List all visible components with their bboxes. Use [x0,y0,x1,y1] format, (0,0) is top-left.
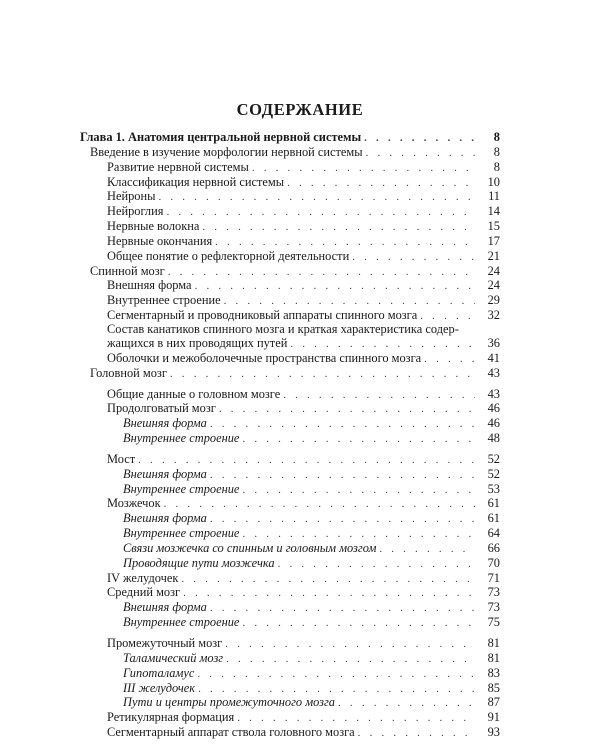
dot-leader [158,190,475,205]
toc-subsubsection[interactable] [80,431,500,446]
toc-entry-title: Внешняя форма [107,278,192,293]
toc-entry-title: Внешняя форма [123,466,207,481]
toc-subsection[interactable] [80,278,500,293]
dot-leader [181,572,475,587]
dot-leader [202,220,475,235]
toc-subsection[interactable] [80,496,500,511]
toc-subsection[interactable] [80,387,500,402]
toc-page-number: 81 [487,636,500,650]
toc-page-number: 52 [487,466,500,481]
toc-entry-title: Внешняя форма [123,511,207,526]
toc-page-number: 52 [487,451,500,466]
dot-leader [242,616,475,631]
toc-subsection[interactable] [80,710,500,725]
toc-entry-title: Нейроны [107,189,156,204]
toc-page-number: 10 [487,174,500,189]
toc-entry-title: Внутреннее строение [123,481,240,496]
toc-page-number: 48 [487,431,500,446]
toc-page-number: 83 [487,665,500,680]
dot-leader [197,667,475,682]
dot-leader [278,557,475,572]
toc-page-number: 8 [493,144,500,159]
toc-entry-title: Оболочки и межоболочечные пространства спинного мозга [107,350,422,365]
toc-page-number: 11 [488,189,500,204]
toc-entry-title: Классификация нервной системы [107,174,285,189]
dot-leader [210,512,475,527]
toc-entry-title: Нейроглия [107,204,164,219]
toc-subsubsection[interactable] [80,482,500,497]
toc-entry-title: Введение в изучение морфологии нервной системы [90,144,363,159]
dot-leader [210,601,475,616]
dot-leader [226,652,475,667]
toc-entry-title: III желудочек [123,680,196,695]
toc-page-number: 14 [487,204,500,219]
toc-subsection[interactable] [80,234,500,249]
dot-leader [198,682,475,697]
toc-entry-title: Внутреннее строение [107,293,221,308]
toc-subsection[interactable] [80,189,500,204]
toc-page-number: 61 [487,496,500,511]
toc-subsection[interactable] [80,585,500,600]
toc-subsection[interactable] [80,219,500,234]
toc-page-number: 46 [487,416,500,431]
dot-leader [183,586,475,601]
toc-entry-title: IV желудочек [107,570,179,585]
toc-subsection-continued[interactable] [80,336,500,351]
dot-leader [225,637,475,652]
toc-entry-title: Общее понятие о рефлекторной деятельности [107,248,350,263]
toc-page-number: 29 [487,293,500,308]
toc-subsubsection[interactable] [80,467,500,482]
toc-entry-title: Общие данные о головном мозге [107,386,281,401]
dot-leader [195,279,475,294]
toc-page-number: 8 [493,130,500,144]
toc-subsubsection[interactable] [80,556,500,571]
toc-entry-title: Гипоталамус [123,665,195,680]
dot-leader [168,265,475,280]
toc-section[interactable] [80,264,500,279]
dot-leader [210,417,475,432]
dot-leader [215,235,475,250]
toc-subsection[interactable] [80,725,500,740]
toc-entry-title: Проводящие пути мозжечка [123,555,275,570]
toc-page-number: 66 [487,540,500,555]
toc-entry-title: Мост [107,451,136,466]
dot-leader [166,205,475,220]
toc-page-number: 73 [487,600,500,615]
toc-entry-title: Мозжечок [107,496,161,511]
toc-entry-title: Нервные окончания [107,233,213,248]
dot-leader [287,176,475,191]
toc-subsubsection[interactable] [80,651,500,666]
toc-entry-title: Связи мозжечка со спинным и головным мозгом [123,540,377,555]
toc-page-number: 24 [487,263,500,278]
toc-page-number: 85 [487,680,500,695]
toc-entry-title: Внешняя форма [123,600,207,615]
toc-entry-title: Пути и центры промежуточного мозга [123,695,336,710]
dot-leader [338,696,475,711]
toc-subsubsection[interactable] [80,695,500,710]
toc-subsection[interactable] [80,351,500,366]
toc-page-number: 24 [487,278,500,293]
toc-entry-title: Внешняя форма [123,416,207,431]
toc-entry-title: жащихся в них проводящих путей [107,335,288,350]
dot-leader [210,468,475,483]
toc-subsubsection[interactable] [80,511,500,526]
toc-subsection[interactable] [80,204,500,219]
toc-subsection[interactable] [80,323,500,336]
toc-subsection[interactable] [80,452,500,467]
toc-entry-title: Средний мозг [107,585,181,600]
toc-subsubsection[interactable] [80,541,500,556]
toc-subsection[interactable] [80,249,500,264]
dot-leader [283,388,475,403]
dot-leader [352,250,475,265]
table-of-contents [80,130,500,740]
page-title: СОДЕРЖАНИЕ [236,100,364,119]
toc-page-number: 93 [487,725,500,740]
toc-section[interactable] [80,145,500,160]
toc-page-number: 15 [487,219,500,234]
toc-entry-title: Промежуточный мозг [107,636,223,650]
toc-entry-title: Внутреннее строение [123,431,240,446]
toc-subsubsection[interactable] [80,615,500,630]
dot-leader [379,542,475,557]
toc-entry-title: Глава 1. Анатомия центральной нервной системы [80,130,362,144]
toc-entry-title: Таламический мозг [123,650,224,665]
dot-leader [290,337,475,352]
toc-subsection[interactable] [80,401,500,416]
toc-entry-title: Спинной мозг [90,263,165,278]
toc-page-number: 73 [487,585,500,600]
toc-entry-title: Головной мозг [90,365,167,380]
dot-leader [224,294,475,309]
toc-page-number: 70 [487,555,500,570]
toc-section[interactable] [80,366,500,381]
dot-leader [138,453,475,468]
dot-leader [424,352,475,367]
toc-subsection[interactable] [80,160,500,175]
dot-leader [366,146,475,161]
toc-subsection[interactable] [80,636,500,651]
dot-leader [242,527,475,542]
toc-entry-title: Ретикулярная формация [107,710,235,725]
toc-subsubsection[interactable] [80,526,500,541]
dot-leader [242,432,475,447]
toc-page-number: 71 [487,570,500,585]
toc-page-number: 17 [487,233,500,248]
toc-page-number: 87 [487,695,500,710]
toc-entry-title: Внутреннее строение [123,526,240,541]
toc-page-number: 81 [487,650,500,665]
toc-page-number: 64 [487,526,500,541]
dot-leader [219,402,475,417]
dot-leader [170,367,475,382]
toc-page-number: 75 [487,615,500,630]
toc-subsection[interactable] [80,571,500,586]
toc-entry-title: Продолговатый мозг [107,401,216,416]
toc-page-number: 91 [487,710,500,725]
toc-subsubsection[interactable] [80,600,500,615]
dot-leader [252,161,475,176]
toc-page-number: 32 [487,308,500,323]
toc-page-number: 61 [487,511,500,526]
toc-chapter[interactable] [80,130,500,145]
dot-leader [364,131,475,146]
toc-subsubsection[interactable] [80,666,500,681]
toc-subsection[interactable] [80,175,500,190]
toc-page-number: 53 [487,481,500,496]
toc-entry-title: Состав канатиков спинного мозга и краткая характеристика содер- [107,321,459,336]
toc-page-number: 8 [493,159,500,174]
toc-page-number: 46 [487,401,500,416]
toc-entry-title: Сегментарный аппарат ствола головного мозга [107,725,355,740]
dot-leader [164,497,475,512]
toc-page-number: 41 [487,350,500,365]
toc-page-number: 43 [487,365,500,380]
toc-subsection[interactable] [80,293,500,308]
toc-subsubsection[interactable] [80,416,500,431]
dot-leader [358,726,475,741]
toc-page-number: 36 [487,335,500,350]
dot-leader [242,483,475,498]
toc-entry-title: Внутреннее строение [123,615,240,630]
toc-entry-title: Развитие нервной системы [107,159,249,174]
toc-page-number: 43 [487,386,500,401]
toc-page-number: 21 [487,248,500,263]
dot-leader [237,711,475,726]
toc-entry-title: Нервные волокна [107,219,200,234]
toc-subsubsection[interactable] [80,681,500,696]
toc-subsection[interactable] [80,308,500,323]
toc-entry-title: Сегментарный и проводниковый аппараты спинного мозга [107,308,418,323]
